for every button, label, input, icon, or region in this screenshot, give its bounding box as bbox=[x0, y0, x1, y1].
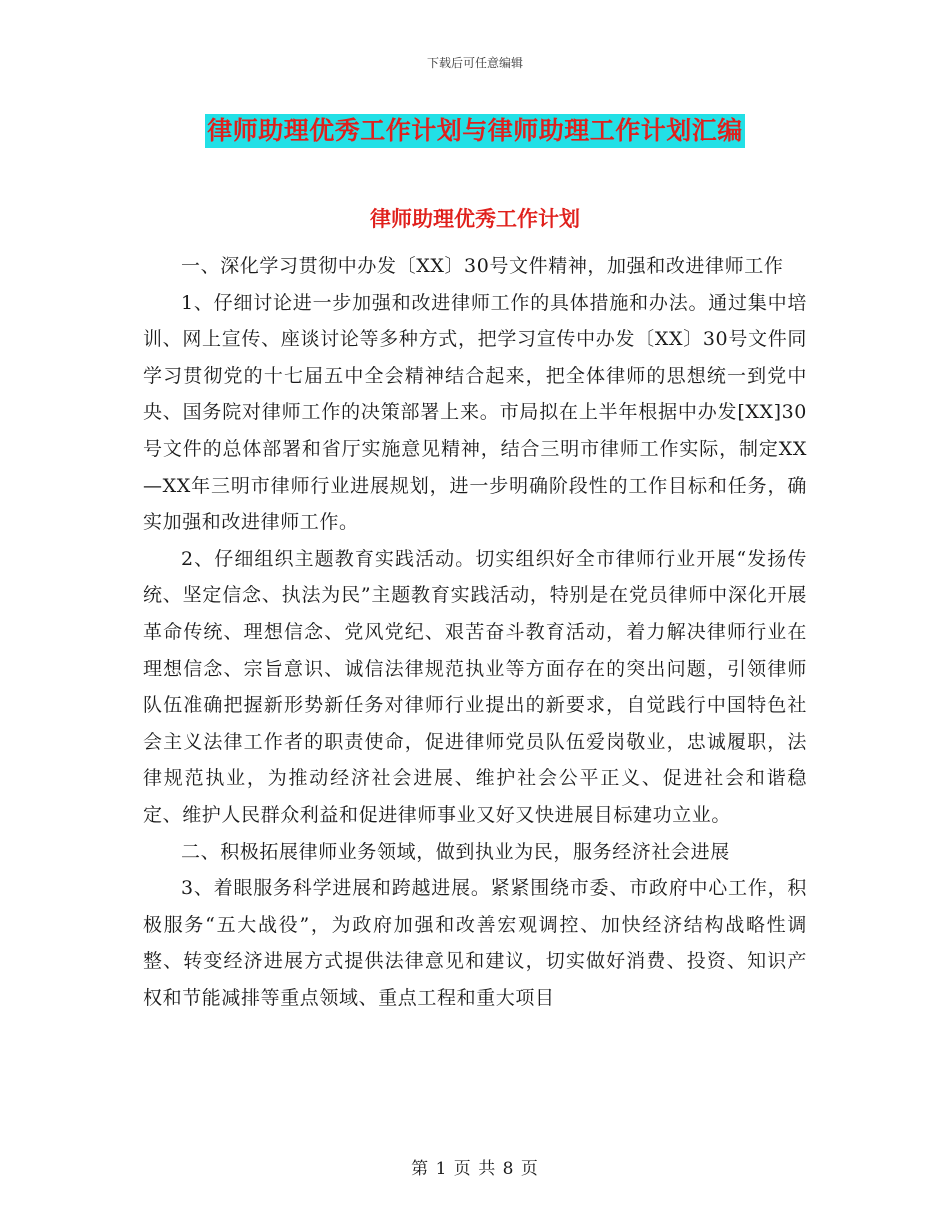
document-body bbox=[143, 248, 807, 1016]
page-footer: 第 1 页 共 8 页 bbox=[411, 1159, 539, 1179]
paragraph-item-2: 2、仔细组织主题教育实践活动。切实组织好全市律师行业开展“发扬传统、坚定信念、执法为民”主题教育实践活动，特别是在党员律师中深化开展革命传统、理想信念、党风党纪、艰苦奋斗教育活动，着力解决律师行业在理想信念、宗旨意识、诚信法律规范执业等方面存在的突出问题，引领律师队伍准确把握新形势新任务对律师行业提出的新要求，自觉践行中国特色社会主义法律工作者的职责使命，促进律师党员队伍爱岗敬业，忠诚履职，法律规范执业，为推动经济社会进展、维护社会公平正义、促进社会和谐稳定、维护人民群众利益和促进律师事业又好又快进展目标建功立业。 bbox=[143, 547, 807, 826]
document-title: 律师助理优秀工作计划与律师助理工作计划汇编 bbox=[205, 114, 745, 148]
paragraph-item-1: 1、仔细讨论进一步加强和改进律师工作的具体措施和办法。通过集中培训、网上宣传、座谈讨论等多种方式，把学习宣传中办发〔XX〕30号文件同学习贯彻党的十七届五中全会精神结合起来，把全体律师的思想统一到党中央、国务院对律师工作的决策部署上来。市局拟在上半年根据中办发[XX]30号文件的总体部署和省厅实施意见精神，结合三明市律师工作实际，制定XX—XX年三明市律师行业进展规划，进一步明确阶段性的工作目标和任务，确实加强和改进律师工作。 bbox=[143, 291, 807, 534]
section-title: 律师助理优秀工作计划 bbox=[370, 206, 580, 231]
paragraph-heading-2: 二、积极拓展律师业务领域，做到执业为民，服务经济社会进展 bbox=[181, 840, 730, 863]
header-note: 下载后可任意编辑 bbox=[426, 56, 523, 70]
paragraph-heading-1: 一、深化学习贯彻中办发〔XX〕30号文件精神，加强和改进律师工作 bbox=[181, 255, 784, 277]
document-title-container bbox=[0, 114, 950, 148]
paragraph-item-3: 3、着眼服务科学进展和跨越进展。紧紧围绕市委、市政府中心工作，积极服务“五大战役”，为政府加强和改善宏观调控、加快经济结构战略性调整、转变经济进展方式提供法律意见和建议，切实做好消费、投资、知识产权和节能减排等重点领域、重点工程和重大项目 bbox=[143, 877, 807, 1009]
